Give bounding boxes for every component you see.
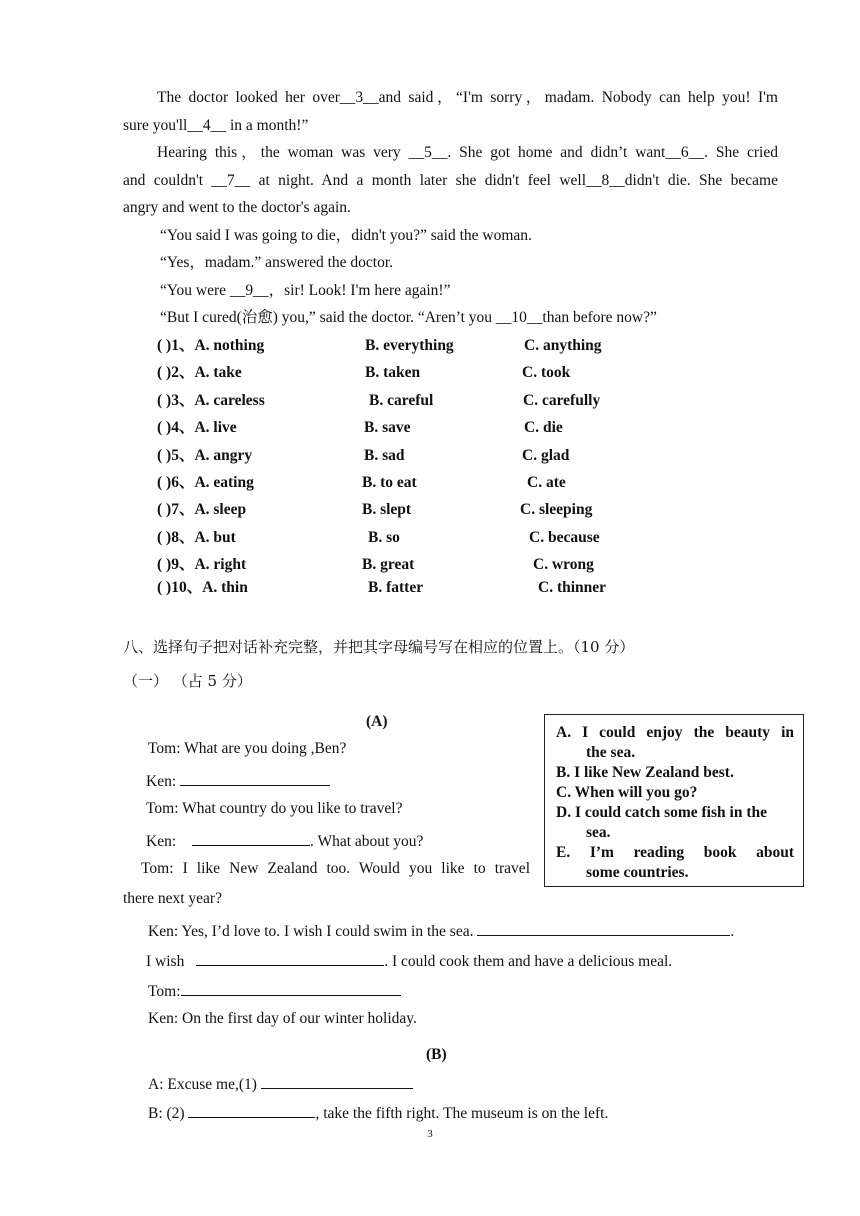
section-heading: 八、选择句子把对话补充完整，并把其字母编号写在相应的位置上。（10 分） [123, 638, 635, 656]
answer-options-box [544, 714, 804, 887]
blank-line[interactable] [477, 919, 730, 936]
option-b: B. fatter [368, 579, 424, 596]
question-number: ( )7、A. sleep [157, 501, 247, 518]
dialogue-line [148, 979, 401, 1002]
passage-line: Hearing this，the woman was very __5__. She got home and didn’t want__6__. She cried [157, 144, 778, 161]
option-c: C. wrong [533, 556, 594, 573]
blank-line[interactable] [188, 1101, 315, 1118]
dialogue-line [148, 919, 734, 942]
dialogue-line: Tom: I like New Zealand too. Would you like to travel [141, 860, 530, 877]
question-number: ( )4、A. live [157, 419, 237, 436]
dialogue-line [146, 829, 423, 852]
dialogue-line: “You said I was going to die，didn't you?” said the woman. [160, 227, 532, 244]
passage-line: The doctor looked her over__3__and said，“I'm sorry，madam. Nobody can help you! I'm [157, 89, 778, 106]
dialogue-line: Ken: On the first day of our winter holiday. [148, 1010, 417, 1027]
option-c: C. anything [524, 337, 602, 354]
page-number: 3 [427, 1128, 433, 1140]
question-number: ( )5、A. angry [157, 447, 253, 464]
answer-option-e: E. I’m reading book about [556, 844, 794, 861]
option-b: B. save [364, 419, 411, 436]
option-b: B. slept [362, 501, 412, 518]
speaker-label: Ken: [146, 833, 177, 850]
dialogue-line [146, 769, 330, 792]
option-b: B. taken [365, 364, 421, 381]
option-c: C. ate [527, 474, 566, 491]
question-number: ( )6、A. eating [157, 474, 254, 491]
section-subheading: （一） （占 5 分） [123, 672, 252, 690]
part-title: (A) [366, 713, 388, 730]
dialogue-line: “Yes，madam.” answered the doctor. [160, 254, 394, 271]
part-title: (B) [426, 1046, 447, 1063]
dialogue-line: there next year? [123, 890, 222, 907]
blank-line[interactable] [196, 949, 384, 966]
passage-line: and couldn't __7__ at night. And a month later she didn't feel well__8__didn't die. She became [123, 172, 778, 189]
blank-line[interactable] [261, 1072, 413, 1089]
question-number: ( )3、A. careless [157, 392, 265, 409]
option-c: C. thinner [538, 579, 607, 596]
passage-line: sure you'll__4__ in a month!” [123, 117, 309, 134]
answer-option-d-cont: sea. [586, 824, 611, 841]
question-number: ( )1、A. nothing [157, 337, 265, 354]
line-text: . [730, 923, 735, 940]
dialogue-line: “You were __9__，sir! Look! I'm here again!” [160, 282, 451, 299]
option-c: C. because [529, 529, 600, 546]
blank-line[interactable] [192, 829, 310, 846]
line-text: , take the fifth right. The museum is on the left. [315, 1105, 609, 1122]
passage-line: angry and went to the doctor's again. [123, 199, 351, 216]
line-text: B: (2) [148, 1105, 185, 1122]
option-c: C. carefully [523, 392, 601, 409]
option-c: C. sleeping [520, 501, 593, 518]
dialogue-line: Tom: What are you doing ,Ben? [148, 740, 347, 757]
line-text: . What about you? [310, 833, 424, 850]
option-b: B. to eat [362, 474, 417, 491]
option-c: C. die [524, 419, 563, 436]
line-text: A: Excuse me,(1) [148, 1076, 257, 1093]
answer-option-e-cont: some countries. [586, 864, 689, 881]
speaker-label: Tom: [148, 983, 181, 1000]
option-b: B. sad [364, 447, 405, 464]
dialogue-line [148, 1072, 413, 1095]
answer-option-b: B. I like New Zealand best. [556, 764, 734, 781]
option-c: C. glad [522, 447, 570, 464]
option-b: B. everything [365, 337, 454, 354]
line-text: I wish [146, 953, 185, 970]
option-c: C. took [522, 364, 571, 381]
dialogue-line: “But I cured(治愈) you,” said the doctor. “Aren’t you __10__than before now?” [160, 309, 657, 326]
blank-line[interactable] [180, 769, 330, 786]
option-b: B. careful [369, 392, 434, 409]
question-number: ( )10、A. thin [157, 579, 248, 596]
answer-option-d: D. I could catch some fish in the [556, 804, 767, 821]
question-number: ( )2、A. take [157, 364, 242, 381]
question-number: ( )8、A. but [157, 529, 236, 546]
blank-line[interactable] [181, 979, 401, 996]
line-text: Ken: Yes, I’d love to. I wish I could swim in the sea. [148, 923, 474, 940]
dialogue-line [148, 1101, 608, 1124]
option-b: B. so [368, 529, 400, 546]
option-b: B. great [362, 556, 415, 573]
speaker-label: Ken: [146, 773, 177, 790]
dialogue-line [146, 949, 672, 972]
answer-option-c: C. When will you go? [556, 784, 698, 801]
line-text: . I could cook them and have a delicious meal. [384, 953, 673, 970]
answer-option-a-cont: the sea. [586, 744, 636, 761]
answer-option-a: A. I could enjoy the beauty in [556, 724, 794, 741]
question-number: ( )9、A. right [157, 556, 247, 573]
dialogue-line: Tom: What country do you like to travel? [146, 800, 403, 817]
